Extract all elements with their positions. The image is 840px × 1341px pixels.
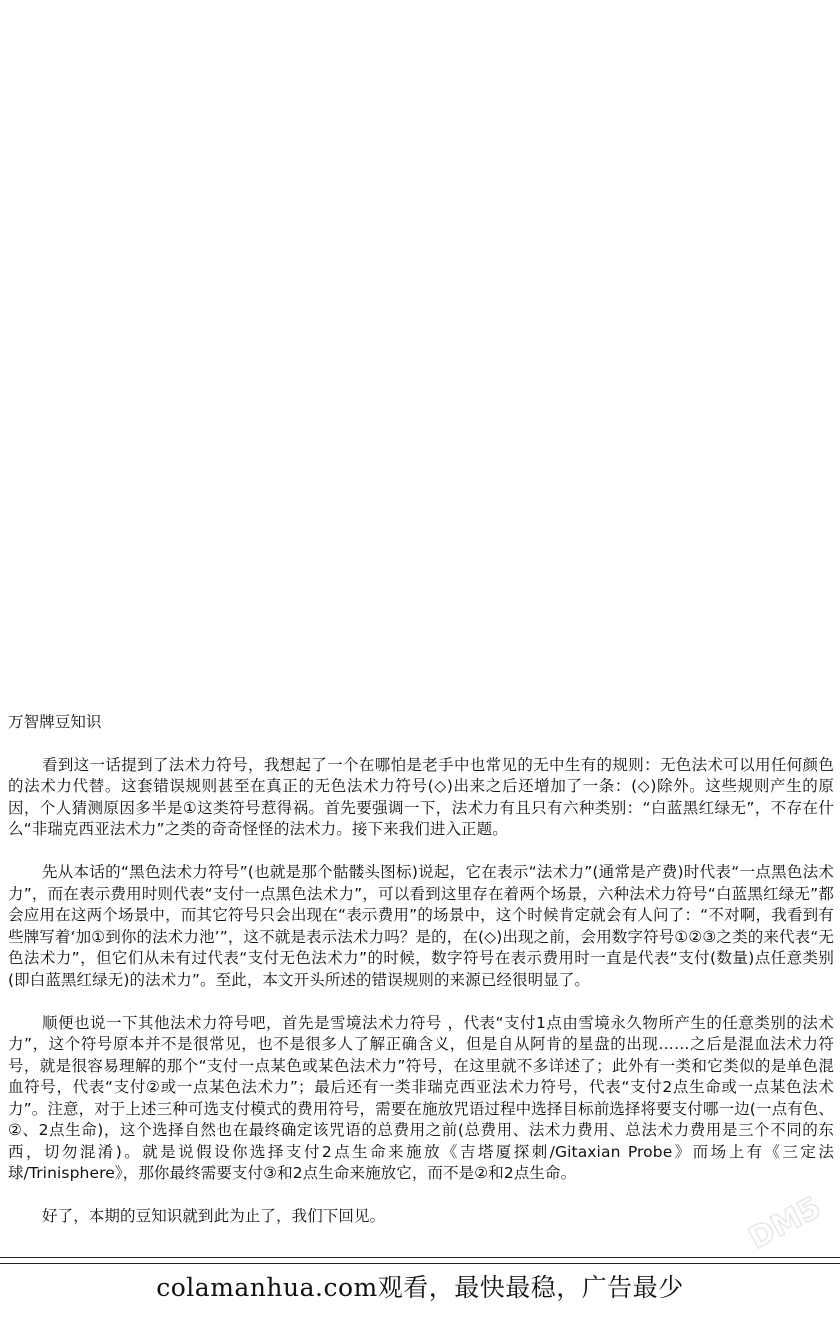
- article-paragraph-4: 好了，本期的豆知识就到此为止了，我们下回见。: [42, 1207, 386, 1225]
- article-title: 万智牌豆知识: [8, 713, 102, 731]
- footer-banner[interactable]: colamanhua.com观看，最快最稳，广告最少: [156, 1273, 684, 1302]
- article: [8, 712, 834, 1228]
- article-paragraph-2: 先从本话的“黑色法术力符号”(也就是那个骷髅头图标)说起，它在表示“法术力”(通常是产费)时代表“一点黑色法术力”，而在表示费用时则代表“支付一点黑色法术力”，可以看到这里存在着两个场景，六种法术力符号“白蓝黑红绿无”都会应用在这两个场景中，而其它符号只会出现在“表示费用”的场景中，这个时候肯定就会有人问了：“不对啊，我看到有些牌写着‘加①到你的法术力池’”，这不就是表示法术力吗？是的，在(◇)出现之前，会用数字符号①②③之类的来代表“无色法术力”，但它们从未有过代表“支付无色法术力”的时候，数字符号在表示费用时一直是代表“支付(数量)点任意类别(即白蓝黑红绿无)的法术力”。至此，本文开头所述的错误规则的来源已经很明显了。: [8, 863, 834, 989]
- footer-divider-top: [0, 1257, 840, 1258]
- article-paragraph-1: 看到这一话提到了法术力符号，我想起了一个在哪怕是老手中也常见的无中生有的规则：无色法术可以用任何颜色的法术力代替。这套错误规则甚至在真正的无色法术力符号(◇)出来之后还增加了一条：(◇)除外。这些规则产生的原因，个人猜测原因多半是①这类符号惹得祸。首先要强调一下，法术力有且只有六种类别：“白蓝黑红绿无”，不存在什么“非瑞克西亚法术力”之类的奇奇怪怪的法术力。接下来我们进入正题。: [8, 755, 834, 838]
- footer-divider-bottom: [0, 1263, 840, 1264]
- svg-text:DM5: DM5: [743, 1190, 827, 1257]
- article-paragraph-3: 顺便也说一下其他法术力符号吧，首先是雪境法术力符号 ，代表“支付1点由雪境永久物所产生的任意类别的法术力”，这个符号原本并不是很常见，也不是很多人了解正确含义，但是自从阿肯的星盘的出现……之后是混血法术力符号，就是很容易理解的那个“支付一点某色或某色法术力”符号，在这里就不多详述了；此外有一类和它类似的是单色混血符号，代表“支付②或一点某色法术力”；最后还有一类非瑞克西亚法术力符号，代表“支付2点生命或一点某色法术力”。注意，对于上述三种可选支付模式的费用符号，需要在施放咒语过程中选择目标前选择将要支付哪一边(一点有色、②、2点生命)，这个选择自然也在最终确定该咒语的总费用之前(总费用、法术力费用、总法术力费用是三个不同的东西，切勿混淆)。就是说假设你选择支付2点生命来施放《吉塔厦探刺/Gitaxian Probe》而场上有《三定法球/Trinisphere》，那你最终需要支付③和2点生命来施放它，而不是②和2点生命。: [8, 1013, 834, 1182]
